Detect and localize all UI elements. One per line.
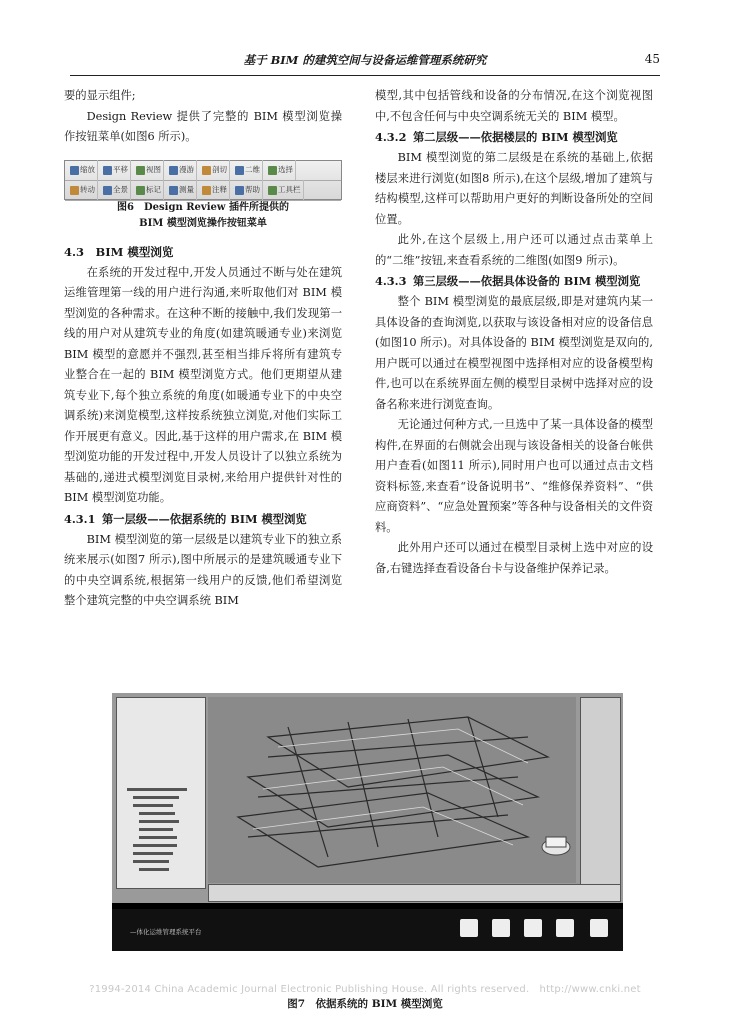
zoom-icon: [70, 166, 79, 175]
toolbar-row-2: [65, 181, 341, 201]
help-icon: [235, 186, 244, 195]
comment-icon: [202, 186, 211, 195]
model-tree-panel: [116, 697, 206, 889]
toolbar-button: 缩放: [68, 160, 98, 181]
tools-icon: [268, 186, 277, 195]
page-number: 45: [644, 52, 660, 66]
tree-node: [139, 820, 179, 823]
toolbar-row-1: [65, 161, 341, 181]
paragraph: Design Review 提供了完整的 BIM 模型浏览操作按钮菜单(如图6 所示)。: [64, 109, 342, 143]
toolbar-button: 视图: [134, 160, 164, 181]
toolbar-button: 标记: [134, 180, 164, 201]
figure-7-screenshot: [112, 693, 623, 951]
viewer-window: [112, 693, 623, 903]
subsection-heading: [64, 509, 342, 530]
taskbar-icon: [492, 919, 510, 937]
tree-node: [139, 836, 177, 839]
paragraph: BIM 模型浏览的第一层级是以建筑专业下的独立系统来展示(如图7 所示),图中所展示的是建筑暖通专业下的中央空调系统,根据第一线用户的反馈,他们希望浏览整个建筑完整的中央空调系统 BIM: [64, 532, 342, 607]
taskbar-icon: [524, 919, 542, 937]
walk-icon: [169, 166, 178, 175]
toolbar-button: 选择: [266, 160, 296, 181]
hvac-model-image: [208, 697, 576, 883]
figure-6: [64, 160, 342, 232]
tree-node: [133, 844, 177, 847]
toolbar-button: 全景: [101, 180, 131, 201]
figure-caption: 图6 Design Review 插件所提供的: [117, 201, 289, 213]
paragraph: 此外用户还可以通过在模型目录树上选中对应的设备,右键选择查看设备台卡与设备维护保养记录。: [375, 541, 653, 575]
taskbar-icon: [556, 919, 574, 937]
tree-node: [139, 828, 173, 831]
subsection-heading: [375, 127, 653, 148]
toolbar-button: 转动: [68, 180, 98, 201]
paragraph: 要的显示组件;: [64, 89, 136, 102]
cnki-watermark: ?1994-2014 China Academic Journal Electronic Publishing House. All rights reserved. http://www.cnki.net: [89, 984, 641, 995]
running-title: 基于 BIM 的建筑空间与设备运维管理系统研究: [243, 53, 487, 67]
orbit-icon: [70, 186, 79, 195]
toolbar-button: 平移: [101, 160, 131, 181]
subsection-title: 第三层级——依据具体设备的 BIM 模型浏览: [413, 274, 641, 288]
bim-model-view: [208, 697, 576, 883]
2d-icon: [235, 166, 244, 175]
subsection-number: 4.3.2: [375, 130, 407, 144]
subsection-number: 4.3.3: [375, 274, 407, 288]
toolbar-button: 剖切: [200, 160, 230, 181]
markup-icon: [136, 186, 145, 195]
toolbar-button: 测量: [167, 180, 197, 201]
viewer-toolbar-strip: [208, 884, 621, 902]
subsection-title: 第一层级——依据系统的 BIM 模型浏览: [102, 511, 307, 526]
fit-icon: [103, 186, 112, 195]
subsection-heading: [375, 271, 653, 292]
subsection-title: 第二层级——依据楼层的 BIM 模型浏览: [413, 130, 618, 144]
tree-node: [133, 796, 179, 799]
left-column: [64, 86, 342, 612]
paragraph: 在系统的开发过程中,开发人员通过不断与处在建筑运维管理第一线的用户进行沟通,来听取他们对 BIM 模型浏览的各种需求。在这种不断的接触中,我们发现第一线的用户对从建筑专业的角度(如建筑暖通专业)来浏览 BIM 模型的意愿并不强烈,甚至相当排斥将所有建筑专业整合在一起的 BIM 模型浏览方式。他们更期望从建筑专业下,每个独立系统的角度(如暖通专业下的中央空调系统)来浏览模型,这样按系统独立浏览,对他们实际工作开展更有意义。因此,基于这样的用户需求,在 BIM 模型浏览功能的开发过程中,开发人员设计了以独立系统为基础的,递进式模型浏览目录树,来给用户提供针对性的 BIM 模型浏览功能。: [64, 265, 342, 504]
tree-node: [139, 868, 169, 871]
toolbar-button: 漫游: [167, 160, 197, 181]
tree-node: [139, 812, 175, 815]
paragraph: 无论通过何种方式,一旦选中了某一具体设备的模型构件,在界面的右侧就会出现与该设备相关的设备台帐供用户查看(如图11 所示),同时用户也可以通过点击文档资料标签,来查看“设备说明书”、“维修保养资料”、“供应商资料”、“应急处置预案”等各种与设备相关的文件资料。: [375, 418, 653, 534]
tree-node: [127, 788, 187, 791]
taskbar-icon: [590, 919, 608, 937]
figure-caption: 图7 依据系统的 BIM 模型浏览: [287, 998, 443, 1010]
property-panel: [580, 697, 621, 885]
pan-icon: [103, 166, 112, 175]
toolbar-button: 注释: [200, 180, 230, 201]
toolbar-image: [64, 160, 342, 200]
toolbar-button: 二维: [233, 160, 263, 181]
section-icon: [202, 166, 211, 175]
paragraph: BIM 模型浏览的第二层级是在系统的基础上,依据楼层来进行浏览(如图8 所示),在这个层级,增加了建筑与结构模型,这样可以帮助用户更好的判断设备所处的空间位置。: [375, 151, 653, 226]
measure-icon: [169, 186, 178, 195]
right-column: [375, 86, 653, 579]
subsection-number: 4.3.1: [64, 511, 96, 526]
toolbar-button: 帮助: [233, 180, 263, 201]
paragraph: 整个 BIM 模型浏览的最底层级,即是对建筑内某一具体设备的查询浏览,以获取与该设备相对应的设备信息(如图10 所示)。对具体设备的 BIM 模型浏览是双向的,用户既可以通过在模型视图中选择相对应的设备模型构件,也可以在系统界面左侧的模型目录树中选择对应的设备名称来进行浏览查询。: [375, 295, 653, 411]
figure-caption: BIM 模型浏览操作按钮菜单: [139, 217, 267, 229]
section-heading: 4.3 BIM 模型浏览: [64, 244, 174, 259]
paragraph: 此外,在这个层级上,用户还可以通过点击菜单上的“二维”按钮,来查看系统的二维图(如图9 所示)。: [375, 233, 653, 267]
tree-node: [133, 860, 169, 863]
header-rule: [70, 75, 660, 76]
tree-node: [133, 852, 173, 855]
system-name: —体化运维管理系统平台: [130, 928, 202, 936]
view-icon: [136, 166, 145, 175]
toolbar-button: 工具栏: [266, 180, 304, 201]
tree-node: [133, 804, 173, 807]
app-taskbar: [112, 909, 623, 951]
select-icon: [268, 166, 277, 175]
running-header: [70, 52, 660, 74]
paragraph: 模型,其中包括管线和设备的分布情况,在这个浏览视图中,不包含任何与中央空调系统无关的 BIM 模型。: [375, 89, 653, 123]
taskbar-icon: [460, 919, 478, 937]
